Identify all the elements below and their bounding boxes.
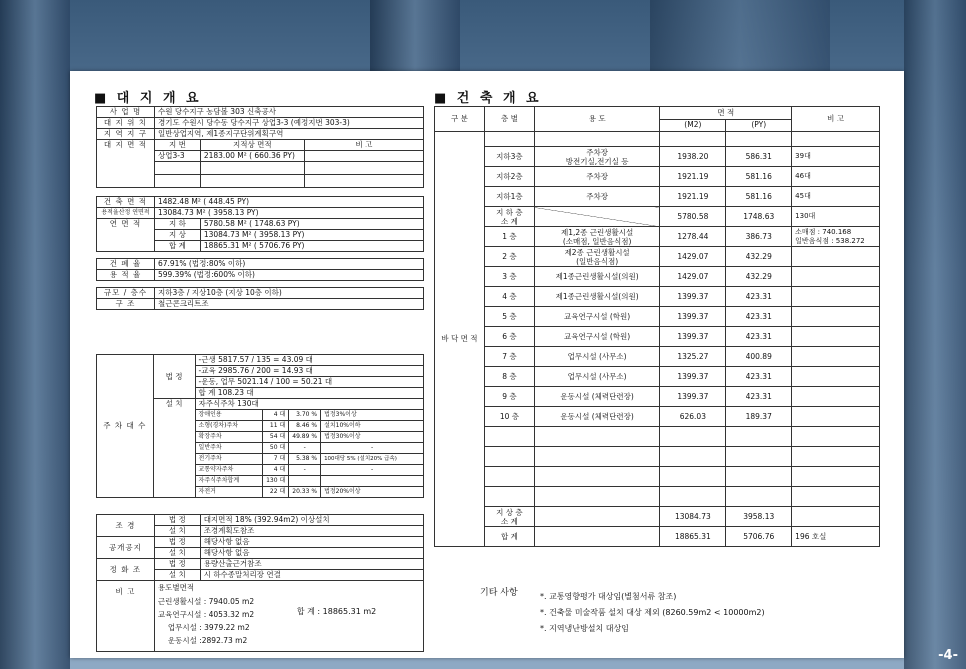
structure-label: 구 조 <box>97 299 155 310</box>
empty-cell <box>304 151 423 162</box>
area-py-cell: 423.31 <box>726 387 792 407</box>
empty-cell <box>726 132 792 147</box>
floor-cell: 지 하 층 소 계 <box>484 207 534 227</box>
facility-table <box>96 514 424 652</box>
use-cell: 교육연구시설 (학원) <box>534 307 660 327</box>
building-overview-table <box>434 106 880 547</box>
septic-install: 시 하수종말처리장 연결 <box>200 570 423 581</box>
empty-cell <box>660 427 726 447</box>
parking-type: 소형(경차)주차 <box>195 421 263 432</box>
note-cell <box>792 307 880 327</box>
area-py-cell: 581.16 <box>726 187 792 207</box>
use-cell: 제2종 근린생활시설 (일반음식점) <box>534 247 660 267</box>
site-area-value: 2183.00 M² ( 660.36 PY) <box>200 151 304 162</box>
building-overview-title: ■ 건 축 개 요 <box>434 91 542 106</box>
floor-cell: 5 층 <box>484 307 534 327</box>
site-location-value: 경기도 수원시 당수동 당수지구 상업3-3 (예정지번 303-3) <box>154 118 423 129</box>
empty-cell <box>304 175 423 188</box>
table-row <box>435 247 880 267</box>
project-name-label: 사 업 명 <box>97 107 155 118</box>
septic-label: 정 화 조 <box>97 559 155 581</box>
area-m2-cell: 1921.19 <box>660 187 726 207</box>
parking-type: 장애인용 <box>195 410 263 421</box>
header-use: 용 도 <box>534 107 660 132</box>
note-cell <box>792 507 880 527</box>
open-space-legal: 해당사항 없음 <box>200 537 423 548</box>
area-py-cell: 432.29 <box>726 247 792 267</box>
table-row <box>435 207 880 227</box>
parking-type: 확장주차 <box>195 432 263 443</box>
use-cell: 운동시설 (체력단련장) <box>534 387 660 407</box>
landscape-install: 조경계획도참조 <box>200 526 423 537</box>
septic-legal-label: 법 정 <box>154 559 200 570</box>
floor-cell: 지하3층 <box>484 147 534 167</box>
parking-legal-row: -운동, 업무 5021.14 / 100 = 50.21 대 <box>195 377 423 388</box>
parking-install-label: 설 치 <box>153 399 195 498</box>
note-cell: 46대 <box>792 167 880 187</box>
floor-cell: 1 층 <box>484 227 534 247</box>
parking-count: 54 대 <box>263 432 289 443</box>
parking-ratio: 49.89 % <box>289 432 321 443</box>
empty-cell <box>726 447 792 467</box>
area-m2-cell: 1429.07 <box>660 267 726 287</box>
parking-table <box>96 354 424 498</box>
table-row <box>435 507 880 527</box>
table-row <box>435 527 880 547</box>
area-m2-cell: 1399.37 <box>660 327 726 347</box>
area-py-cell: 423.31 <box>726 327 792 347</box>
parking-rule: 법정3%이상 <box>321 410 424 421</box>
note-cell <box>792 327 880 347</box>
site-area-head-lot: 지 번 <box>154 140 200 151</box>
parking-type: 전기주차 <box>195 454 263 465</box>
use-cell: 운동시설 (체력단련장) <box>534 407 660 427</box>
parking-rule: 100대당 5% (설치20% 급속) <box>321 454 424 465</box>
empty-cell <box>534 487 660 507</box>
empty-cell <box>484 132 534 147</box>
far-label: 용 적 율 <box>97 270 155 281</box>
empty-cell <box>534 507 660 527</box>
document-sheet <box>70 71 904 658</box>
table-row <box>435 407 880 427</box>
area-py-cell: 423.31 <box>726 287 792 307</box>
bcr-label: 건 폐 율 <box>97 259 155 270</box>
area-m2-cell: 1325.27 <box>660 347 726 367</box>
use-cell: 제1,2종 근린생활시설 (소매점, 일반음식점) <box>534 227 660 247</box>
open-space-install: 해당사항 없음 <box>200 548 423 559</box>
floor-cell: 지하2층 <box>484 167 534 187</box>
note-cell <box>792 247 880 267</box>
table-row <box>435 287 880 307</box>
parking-ratio: 8.46 % <box>289 421 321 432</box>
use-cell: 주차장 방전기실,전기실 등 <box>534 147 660 167</box>
note-cell: 196 호실 <box>792 527 880 547</box>
parking-type: 자전거 <box>195 487 263 498</box>
empty-cell <box>534 427 660 447</box>
area-m2-cell: 1921.19 <box>660 167 726 187</box>
table-row <box>435 327 880 347</box>
remarks-line: 근린생활시설 : 7940.05 m2 <box>157 597 255 606</box>
header-note: 비 고 <box>792 107 880 132</box>
area-py-cell: 3958.13 <box>726 507 792 527</box>
table-row <box>435 227 880 247</box>
table-row <box>435 367 880 387</box>
floor-area-value: 18865.31 M² ( 5706.76 PY) <box>200 241 423 252</box>
table-row <box>435 147 880 167</box>
background-building <box>904 0 966 669</box>
area-m2-cell: 1399.37 <box>660 387 726 407</box>
parking-count: 130 대 <box>263 476 289 487</box>
bcr-value: 67.91% (법정:80% 이하) <box>154 259 423 270</box>
open-space-label: 공개공지 <box>97 537 155 559</box>
area-py-cell: 189.37 <box>726 407 792 427</box>
use-cell: 교육연구시설 (학원) <box>534 327 660 347</box>
building-area-label: 건 축 면 적 <box>97 197 155 208</box>
landscape-label: 조 경 <box>97 515 155 537</box>
area-m2-cell: 5780.58 <box>660 207 726 227</box>
table-row <box>435 347 880 367</box>
area-m2-cell: 13084.73 <box>660 507 726 527</box>
area-py-cell: 5706.76 <box>726 527 792 547</box>
floor-area-label: 연 면 적 <box>97 219 155 252</box>
parking-legal-total: 합 계 108.23 대 <box>195 388 423 399</box>
area-py-cell: 1748.63 <box>726 207 792 227</box>
empty-cell <box>660 132 726 147</box>
empty-cell <box>304 162 423 175</box>
use-cell: 업무시설 (사무소) <box>534 367 660 387</box>
empty-cell <box>792 447 880 467</box>
empty-cell <box>792 132 880 147</box>
floor-cell: 10 층 <box>484 407 534 427</box>
floor-area-value: 5780.58 M² ( 1748.63 PY) <box>200 219 423 230</box>
area-m2-cell: 1399.37 <box>660 367 726 387</box>
empty-cell <box>660 447 726 467</box>
far-area-label: 용적율산정 연면적 <box>97 208 155 219</box>
empty-cell <box>534 132 660 147</box>
parking-type: 자주식주차합계 <box>195 476 263 487</box>
site-area-lot: 상업3-3 <box>154 151 200 162</box>
septic-legal: 용량산출근거참조 <box>200 559 423 570</box>
misc-label: 기타 사항 <box>480 588 518 598</box>
table-row <box>435 167 880 187</box>
table-row <box>435 132 880 147</box>
far-value: 599.39% (법정:600% 이하) <box>154 270 423 281</box>
parking-count: 22 대 <box>263 487 289 498</box>
area-py-cell: 581.16 <box>726 167 792 187</box>
area-py-cell: 586.31 <box>726 147 792 167</box>
header-area: 면 적 <box>660 107 792 120</box>
area-m2-cell: 1278.44 <box>660 227 726 247</box>
parking-label: 주 차 대 수 <box>97 355 154 498</box>
parking-count: 11 대 <box>263 421 289 432</box>
parking-ratio <box>289 476 321 487</box>
area-py-cell: 423.31 <box>726 367 792 387</box>
floor-area-key: 합 계 <box>154 241 200 252</box>
empty-cell <box>534 447 660 467</box>
parking-count: 50 대 <box>263 443 289 454</box>
parking-legal-row: -교육 2985.76 / 200 = 14.93 대 <box>195 366 423 377</box>
floor-area-value: 13084.73 M² ( 3958.13 PY) <box>200 230 423 241</box>
empty-cell <box>200 175 304 188</box>
remarks-total: 합 계 : 18865.31 m2 <box>296 607 377 616</box>
parking-rule: 설치10%이하 <box>321 421 424 432</box>
remarks-line: 업무시설 : 3979.22 m2 <box>167 623 250 632</box>
background-building <box>650 0 830 71</box>
floor-cell: 8 층 <box>484 367 534 387</box>
parking-legal-label: 법 정 <box>153 355 195 399</box>
empty-cell <box>200 162 304 175</box>
group-label: 바 닥 면 적 <box>435 132 485 547</box>
note-cell: 소매점 : 740.168 일반음식점 : 538.272 <box>792 227 880 247</box>
parking-rule: - <box>321 443 424 454</box>
area-py-cell: 400.89 <box>726 347 792 367</box>
area-m2-cell: 1938.20 <box>660 147 726 167</box>
empty-cell <box>484 487 534 507</box>
floor-area-key: 지 상 <box>154 230 200 241</box>
background-building <box>0 0 70 669</box>
use-cell: 주차장 <box>534 167 660 187</box>
header-py: (PY) <box>726 119 792 132</box>
parking-install-title: 자주식주차 130대 <box>195 399 423 410</box>
use-cell <box>534 207 660 227</box>
page-number: -4- <box>938 648 958 663</box>
misc-line: *. 지역냉난방설치 대상임 <box>540 624 629 633</box>
empty-cell <box>660 467 726 487</box>
spacer <box>97 188 424 197</box>
site-area-head-note: 비 고 <box>304 140 423 151</box>
header-div: 구 분 <box>435 107 485 132</box>
note-cell <box>792 387 880 407</box>
floor-cell: 9 층 <box>484 387 534 407</box>
scale-value: 지하3층 / 지상10층 (지상 10층 이하) <box>154 288 423 299</box>
table-row <box>435 487 880 507</box>
parking-rule: 법정30%이상 <box>321 432 424 443</box>
table-row <box>435 427 880 447</box>
header-m2: (M2) <box>660 119 726 132</box>
use-cell: 제1종근린생활시설(의원) <box>534 287 660 307</box>
table-row <box>435 467 880 487</box>
area-m2-cell: 1399.37 <box>660 307 726 327</box>
remarks-line: 운동시설 :2892.73 m2 <box>167 636 248 645</box>
landscape-install-label: 설 치 <box>154 526 200 537</box>
use-cell: 업무시설 (사무소) <box>534 347 660 367</box>
note-cell: 45대 <box>792 187 880 207</box>
project-name-value: 수원 당수지구 농담볼 303 신축공사 <box>154 107 423 118</box>
structure-value: 철근콘크리트조 <box>154 299 423 310</box>
remarks-title: 용도별면적 <box>157 583 195 592</box>
empty-cell <box>726 487 792 507</box>
remarks-line: 교육연구시설 : 4053.32 m2 <box>157 610 255 619</box>
empty-cell <box>154 162 200 175</box>
empty-cell <box>792 467 880 487</box>
parking-ratio: 3.70 % <box>289 410 321 421</box>
area-py-cell: 432.29 <box>726 267 792 287</box>
table-row <box>435 307 880 327</box>
parking-legal-row: -근생 5817.57 / 135 = 43.09 대 <box>195 355 423 366</box>
area-m2-cell: 626.03 <box>660 407 726 427</box>
site-location-label: 대 지 위 치 <box>97 118 155 129</box>
empty-cell <box>484 427 534 447</box>
empty-cell <box>726 467 792 487</box>
note-cell <box>792 347 880 367</box>
spacer <box>97 252 424 259</box>
empty-cell <box>154 175 200 188</box>
open-space-legal-label: 법 정 <box>154 537 200 548</box>
floor-cell: 2 층 <box>484 247 534 267</box>
note-cell: 39대 <box>792 147 880 167</box>
remarks-label: 비 고 <box>97 581 155 652</box>
table-row <box>435 267 880 287</box>
empty-cell <box>534 527 660 547</box>
floor-cell: 6 층 <box>484 327 534 347</box>
empty-cell <box>792 427 880 447</box>
parking-ratio: 5.38 % <box>289 454 321 465</box>
parking-rule: 법정20%이상 <box>321 487 424 498</box>
note-cell <box>792 267 880 287</box>
area-py-cell: 386.73 <box>726 227 792 247</box>
floor-cell: 합 계 <box>484 527 534 547</box>
note-cell <box>792 287 880 307</box>
note-cell <box>792 407 880 427</box>
use-cell: 주차장 <box>534 187 660 207</box>
parking-ratio: 20.33 % <box>289 487 321 498</box>
area-m2-cell: 1429.07 <box>660 247 726 267</box>
misc-line: *. 건축물 미술작품 설치 대상 제외 (8260.59m2 < 10000m2) <box>540 608 765 617</box>
floor-cell: 4 층 <box>484 287 534 307</box>
area-py-cell: 423.31 <box>726 307 792 327</box>
parking-type: 교통약자주차 <box>195 465 263 476</box>
parking-type: 일반주차 <box>195 443 263 454</box>
far-area-value: 13084.73 M² ( 3958.13 PY) <box>154 208 423 219</box>
empty-cell <box>534 467 660 487</box>
table-row <box>435 447 880 467</box>
note-cell: 130대 <box>792 207 880 227</box>
parking-count: 4 대 <box>263 410 289 421</box>
note-cell <box>792 367 880 387</box>
empty-cell <box>792 487 880 507</box>
open-space-install-label: 설 치 <box>154 548 200 559</box>
floor-cell: 3 층 <box>484 267 534 287</box>
spacer <box>97 281 424 288</box>
site-area-label: 대 지 면 적 <box>97 140 155 188</box>
site-overview-title: ■ 대 지 개 요 <box>94 91 202 106</box>
parking-ratio: - <box>289 465 321 476</box>
scale-label: 규모 / 층수 <box>97 288 155 299</box>
misc-line: *. 교통영향평가 대상임(별첨서류 참조) <box>540 592 677 601</box>
parking-count: 7 대 <box>263 454 289 465</box>
floor-area-key: 지 하 <box>154 219 200 230</box>
empty-cell <box>660 487 726 507</box>
empty-cell <box>484 447 534 467</box>
site-overview-table <box>96 106 424 310</box>
use-cell: 제1종근린생활시설(의원) <box>534 267 660 287</box>
parking-rule <box>321 476 424 487</box>
table-row <box>435 387 880 407</box>
zone-label: 지 역 지 구 <box>97 129 155 140</box>
header-floor: 층 별 <box>484 107 534 132</box>
empty-cell <box>484 467 534 487</box>
floor-cell: 지하1층 <box>484 187 534 207</box>
landscape-legal: 대지면적 18% (392.94m2) 이상설치 <box>200 515 423 526</box>
floor-cell: 7 층 <box>484 347 534 367</box>
zone-value: 일반상업지역, 제1종지구단위계획구역 <box>154 129 423 140</box>
septic-install-label: 설 치 <box>154 570 200 581</box>
building-area-value: 1482.48 M² ( 448.45 PY) <box>154 197 423 208</box>
parking-rule: - <box>321 465 424 476</box>
area-m2-cell: 1399.37 <box>660 287 726 307</box>
parking-count: 4 대 <box>263 465 289 476</box>
empty-cell <box>726 427 792 447</box>
site-area-head-area: 지적상 면적 <box>200 140 304 151</box>
table-row <box>435 187 880 207</box>
remarks-cell <box>154 581 423 652</box>
landscape-legal-label: 법 정 <box>154 515 200 526</box>
parking-ratio: - <box>289 443 321 454</box>
floor-cell: 지 상 층 소 계 <box>484 507 534 527</box>
area-m2-cell: 18865.31 <box>660 527 726 547</box>
background-building <box>370 0 460 71</box>
